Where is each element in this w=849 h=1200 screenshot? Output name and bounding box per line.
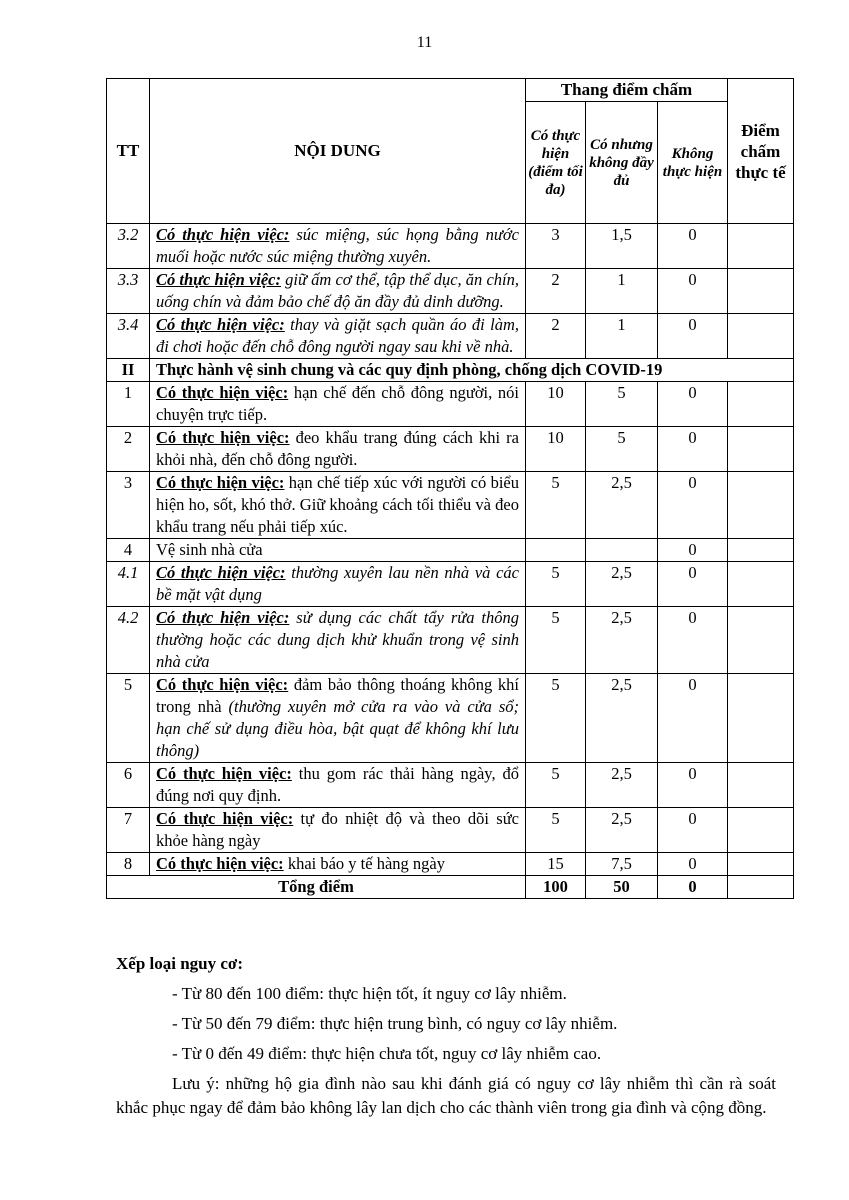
row-score-partial: 2,5 — [586, 562, 658, 607]
row-tt: 4.1 — [107, 562, 150, 607]
row-score-actual — [728, 269, 794, 314]
row-score-none: 0 — [658, 314, 728, 359]
row-score-actual — [728, 808, 794, 853]
row-score-actual — [728, 427, 794, 472]
row-score-actual — [728, 472, 794, 539]
total-partial: 50 — [586, 876, 658, 899]
row-score-full: 10 — [526, 382, 586, 427]
ranking-item: - Từ 50 đến 79 điểm: thực hiện trung bình, có nguy cơ lây nhiễm. — [172, 1014, 618, 1033]
row-tt: 4 — [107, 539, 150, 562]
row-score-none: 0 — [658, 763, 728, 808]
ranking-item: - Từ 0 đến 49 điểm: thực hiện chưa tốt, nguy cơ lây nhiễm cao. — [172, 1044, 602, 1063]
row-score-none: 0 — [658, 382, 728, 427]
row-tt: 1 — [107, 382, 150, 427]
row-lead: Có thực hiện việc: — [156, 809, 294, 828]
row-score-actual — [728, 224, 794, 269]
row-lead: Có thực hiện việc: — [156, 270, 281, 289]
row-text: sử dụng các chất tẩy rửa thông thường hoặc các dung dịch khử khuẩn trong vệ sinh nhà cửa — [156, 608, 519, 671]
table-row — [107, 607, 794, 674]
row-score-actual — [728, 674, 794, 763]
row-text: súc miệng, súc họng bằng nước muối hoặc nước súc miệng thường xuyên. — [156, 225, 519, 266]
row-score-actual — [728, 539, 794, 562]
row-score-partial: 2,5 — [586, 808, 658, 853]
table-row — [107, 562, 794, 607]
row-score-actual — [728, 763, 794, 808]
row-lead: Có thực hiện việc: — [156, 764, 292, 783]
row-score-full: 15 — [526, 853, 586, 876]
header-full: Có thực hiện (điểm tối đa) — [526, 102, 586, 224]
row-score-none: 0 — [658, 269, 728, 314]
row-tt: 8 — [107, 853, 150, 876]
row-score-none: 0 — [658, 808, 728, 853]
scoring-table — [106, 78, 794, 899]
row-score-actual — [728, 853, 794, 876]
row-score-none: 0 — [658, 562, 728, 607]
row-tt: 3.3 — [107, 269, 150, 314]
row-content — [150, 224, 526, 269]
row-text: thay và giặt sạch quần áo đi làm, đi chơi hoặc đến chỗ đông người ngay sau khi về nhà. — [156, 315, 519, 356]
row-text: thường xuyên lau nền nhà và các bề mặt vật dụng — [156, 563, 519, 604]
row-lead: Có thực hiện việc: — [156, 563, 286, 582]
row-score-full: 2 — [526, 314, 586, 359]
row-content — [150, 763, 526, 808]
section-tt: II — [107, 359, 150, 382]
row-text: hạn chế đến chỗ đông người, nói chuyện trực tiếp. — [156, 383, 519, 424]
row-score-none: 0 — [658, 853, 728, 876]
row-content — [150, 269, 526, 314]
total-row — [107, 876, 794, 899]
row-text: khai báo y tế hàng ngày — [283, 854, 445, 873]
row-score-partial: 5 — [586, 427, 658, 472]
table-row — [107, 382, 794, 427]
row-score-actual — [728, 314, 794, 359]
row-text: đeo khẩu trang đúng cách khi ra khỏi nhà, đến chỗ đông người. — [156, 428, 519, 469]
row-content — [150, 314, 526, 359]
row-score-partial: 1 — [586, 314, 658, 359]
table-row — [107, 472, 794, 539]
note-paragraph: Lưu ý: những hộ gia đình nào sau khi đánh giá có nguy cơ lây nhiễm thì cần rà soát khắc phục ngay để đảm bảo không lây lan dịch cho các thành viên trong gia đình và cộng đồng. — [116, 1074, 776, 1117]
row-content — [150, 562, 526, 607]
row-score-full: 2 — [526, 269, 586, 314]
table-row — [107, 269, 794, 314]
row-content — [150, 853, 526, 876]
row-score-full: 5 — [526, 472, 586, 539]
row-text: đảm bảo thông thoáng không khí trong nhà — [156, 675, 519, 716]
table-row — [107, 853, 794, 876]
row-content — [150, 472, 526, 539]
row-lead: Có thực hiện việc: — [156, 428, 290, 447]
ranking-title: Xếp loại nguy cơ: — [116, 954, 244, 973]
row-score-full: 5 — [526, 763, 586, 808]
row-score-actual — [728, 382, 794, 427]
row-score-actual — [728, 562, 794, 607]
total-full: 100 — [526, 876, 586, 899]
row-lead: Có thực hiện việc: — [156, 315, 285, 334]
row-text: giữ ấm cơ thể, tập thể dục, ăn chín, uống chín và đảm bảo chế độ ăn đầy đủ dinh dưỡng. — [156, 270, 519, 311]
table-row — [107, 224, 794, 269]
row-tt: 3.2 — [107, 224, 150, 269]
total-actual — [728, 876, 794, 899]
row-tt: 4.2 — [107, 607, 150, 674]
header-scale: Thang điểm chấm — [526, 79, 728, 102]
table-row — [107, 808, 794, 853]
row-lead: Có thực hiện việc: — [156, 225, 290, 244]
row-lead: Có thực hiện việc: — [156, 608, 290, 627]
header-none: Không thực hiện — [658, 102, 728, 224]
row-tt: 2 — [107, 427, 150, 472]
row-score-partial: 1,5 — [586, 224, 658, 269]
row-lead: Có thực hiện việc: — [156, 854, 284, 873]
page-number: 11 — [416, 34, 433, 51]
header-row — [107, 79, 794, 102]
row-content — [150, 607, 526, 674]
row-score-partial — [586, 539, 658, 562]
row-score-partial: 1 — [586, 269, 658, 314]
rows-group-i — [107, 224, 794, 359]
total-label: Tổng điểm — [107, 876, 526, 899]
row-score-full: 10 — [526, 427, 586, 472]
row-lead: Có thực hiện việc: — [156, 473, 285, 492]
row-lead: Có thực hiện việc: — [156, 383, 289, 402]
row-score-partial: 2,5 — [586, 607, 658, 674]
row-score-none: 0 — [658, 472, 728, 539]
row-content — [150, 382, 526, 427]
row-score-partial: 2,5 — [586, 472, 658, 539]
row-tt: 5 — [107, 674, 150, 763]
header-actual-score: Điểm chấm thực tế — [728, 79, 794, 224]
row-text: thu gom rác thải hàng ngày, đổ đúng nơi quy định. — [156, 764, 519, 805]
section-title: Thực hành vệ sinh chung và các quy định phòng, chống dịch COVID-19 — [150, 359, 794, 382]
row-score-none: 0 — [658, 224, 728, 269]
row-score-partial: 2,5 — [586, 674, 658, 763]
row-content — [150, 808, 526, 853]
row-text: tự đo nhiệt độ và theo dõi sức khỏe hàng ngày — [156, 809, 519, 850]
header-content: NỘI DUNG — [150, 79, 526, 224]
row-content — [150, 539, 526, 562]
row-text: Vệ sinh nhà cửa — [156, 540, 263, 559]
row-score-none: 0 — [658, 539, 728, 562]
row-lead: Có thực hiện việc: — [156, 675, 289, 694]
row-score-full: 5 — [526, 607, 586, 674]
row-score-full — [526, 539, 586, 562]
row-score-full: 3 — [526, 224, 586, 269]
table-row — [107, 427, 794, 472]
table-row — [107, 674, 794, 763]
row-score-full: 5 — [526, 562, 586, 607]
rows-group-ii — [107, 382, 794, 876]
row-text: hạn chế tiếp xúc với người có biểu hiện ho, sốt, khó thở. Giữ khoảng cách tối thiểu và đeo khẩu trang nếu phải tiếp xúc. — [156, 473, 519, 536]
ranking-item: - Từ 80 đến 100 điểm: thực hiện tốt, ít nguy cơ lây nhiễm. — [172, 984, 567, 1003]
section-row — [107, 359, 794, 382]
row-content — [150, 674, 526, 763]
row-score-full: 5 — [526, 808, 586, 853]
row-score-partial: 7,5 — [586, 853, 658, 876]
row-tt: 7 — [107, 808, 150, 853]
row-tt: 3.4 — [107, 314, 150, 359]
table-row — [107, 539, 794, 562]
total-none: 0 — [658, 876, 728, 899]
table-row — [107, 314, 794, 359]
row-score-partial: 5 — [586, 382, 658, 427]
header-partial: Có nhưng không đầy đủ — [586, 102, 658, 224]
row-tt: 3 — [107, 472, 150, 539]
row-score-actual — [728, 607, 794, 674]
row-score-full: 5 — [526, 674, 586, 763]
row-score-none: 0 — [658, 427, 728, 472]
row-score-none: 0 — [658, 607, 728, 674]
row-text-italic: (thường xuyên mở cửa ra vào và cửa sổ; hạn chế sử dụng điều hòa, bật quạt để không khí lưu thông) — [156, 697, 519, 760]
row-score-partial: 2,5 — [586, 763, 658, 808]
row-content — [150, 427, 526, 472]
table-row — [107, 763, 794, 808]
header-tt: TT — [107, 79, 150, 224]
row-score-none: 0 — [658, 674, 728, 763]
row-tt: 6 — [107, 763, 150, 808]
